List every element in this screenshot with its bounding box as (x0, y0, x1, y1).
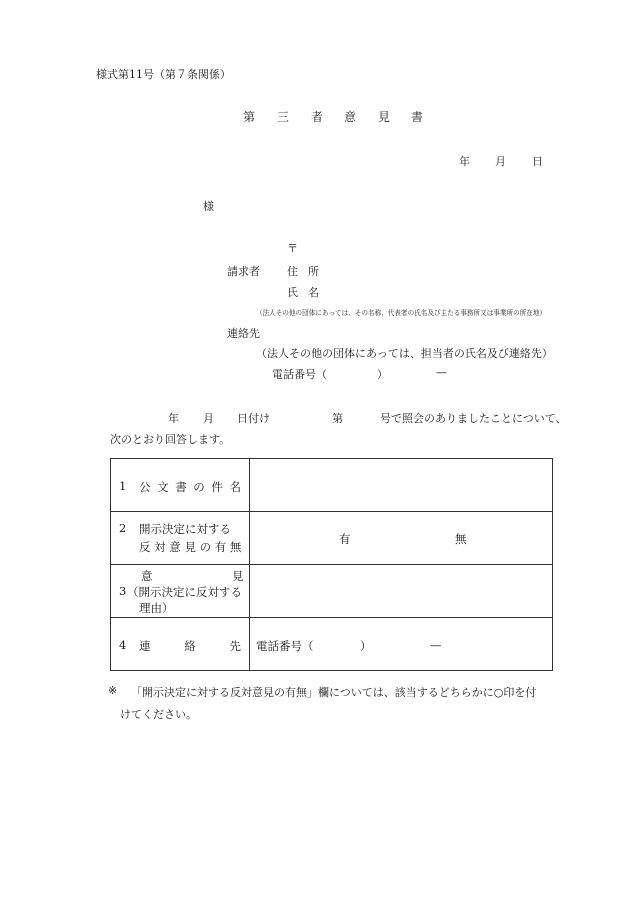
label-char: 書 (175, 480, 187, 494)
opinion-label-line2: （開示決定に反対する (127, 585, 242, 599)
date-month-label: 月 (495, 155, 506, 168)
subject-label-cell (111, 459, 250, 512)
contact-phone-label: 電話番号（ (256, 639, 314, 653)
contact-phone-dash: — (430, 638, 442, 652)
title-char: 三 (277, 110, 290, 124)
body-year: 年 (168, 412, 179, 425)
objection-label-cell (111, 512, 250, 565)
contact-value-cell (250, 618, 553, 671)
phone-close-paren: ） (377, 368, 388, 381)
phone-label: 電話番号（ (272, 368, 327, 381)
title-char: 見 (378, 110, 391, 124)
label-char: 名 (229, 480, 241, 494)
label-char: 公 (139, 480, 151, 494)
body-number-prefix: 第 (332, 412, 343, 425)
response-table (110, 458, 553, 671)
label-char: 文 (157, 480, 169, 494)
subject-value-cell[interactable] (250, 459, 553, 512)
postal-mark: 〒 (287, 242, 298, 255)
title-char: 者 (311, 110, 324, 124)
contact-label-cell (111, 618, 250, 671)
body-month: 月 (203, 412, 214, 425)
body-line1-rest: 号で照会のありましたことについて、 (380, 412, 567, 425)
contact-label: 連絡先 (227, 327, 260, 340)
form-number: 様式第11号（第７条関係） (96, 68, 231, 81)
opinion-label-char: 意 (141, 569, 153, 583)
title-char: 書 (411, 110, 424, 124)
row-number: 2 (119, 521, 127, 535)
contact-phone-close-paren: ） (360, 639, 372, 653)
table-row (111, 459, 553, 512)
addressee-suffix: 様 (203, 200, 214, 213)
note-line2: けてください。 (120, 708, 197, 721)
date-year-label: 年 (459, 155, 470, 168)
table-row (111, 565, 553, 618)
row-number: 1 (119, 479, 127, 493)
note-line1: 「開示決定に対する反対意見の有無」欄については、該当するどちらかに○印を付 (131, 686, 537, 699)
address-label-char: 所 (308, 265, 319, 278)
contact-cell-label (139, 638, 241, 654)
label-char: 絡 (184, 639, 196, 653)
opinion-label-cell (111, 565, 250, 618)
opinion-value-cell[interactable] (250, 565, 553, 618)
requester-label: 請求者 (227, 265, 260, 278)
opinion-label-char: 見 (232, 569, 244, 583)
note-mark: ※ (108, 684, 118, 697)
objection-value-cell (250, 512, 553, 565)
objection-label-line1: 開示決定に対する (139, 522, 231, 536)
opinion-label-line3: 理由） (139, 601, 174, 615)
name-label-char: 名 (308, 286, 319, 299)
label-char: 連 (139, 639, 151, 653)
corporate-note: （法人その他の団体にあっては、その名称、代表者の氏名及び主たる事務所又は事業所の所在地） (256, 309, 547, 317)
label-char: 件 (211, 480, 223, 494)
row-number: 3 (119, 584, 127, 598)
table-row (111, 512, 553, 565)
date-day-label: 日 (532, 155, 543, 168)
subject-label (139, 479, 241, 495)
label-char: の (193, 480, 205, 494)
body-line2: 次のとおり回答します。 (110, 433, 231, 446)
name-label-char: 氏 (287, 286, 298, 299)
body-dated: 日付け (237, 412, 270, 425)
table-row (111, 618, 553, 671)
row-number: 4 (119, 638, 127, 652)
objection-no-option[interactable]: 無 (455, 532, 467, 546)
contact-note: （法人その他の団体にあっては、担当者の氏名及び連絡先） (256, 347, 553, 360)
title-char: 意 (344, 110, 357, 124)
phone-dash: — (436, 366, 447, 379)
address-label-char: 住 (287, 265, 298, 278)
objection-yes-option[interactable]: 有 (339, 532, 351, 546)
title-char: 第 (243, 110, 256, 124)
objection-label-line2: 反 対 意 見 の 有 無 (139, 540, 242, 554)
label-char: 先 (229, 639, 241, 653)
